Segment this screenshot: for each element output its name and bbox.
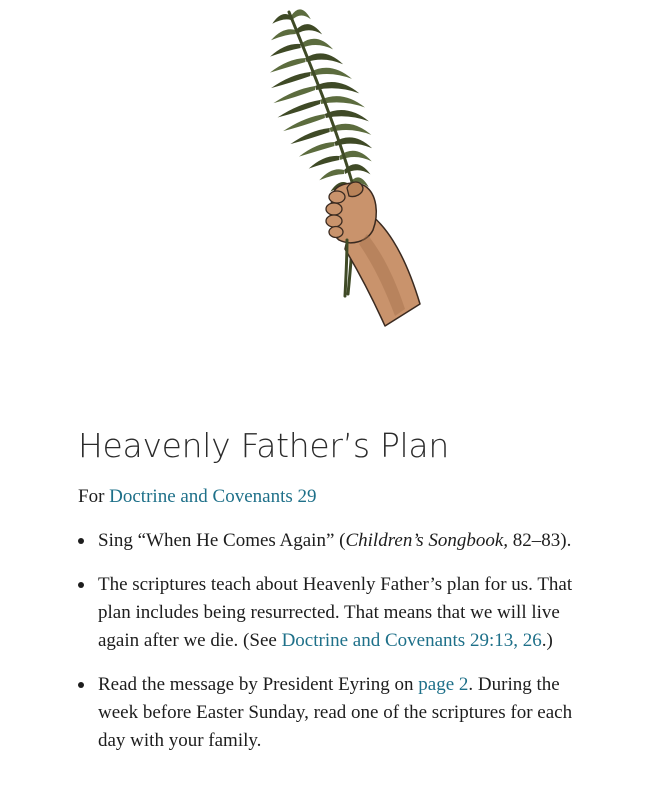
leaflet (271, 29, 296, 40)
palm-branch-hand-icon (255, 4, 435, 334)
leaflet (273, 86, 315, 103)
leaflet (283, 114, 325, 131)
reference-link[interactable]: Doctrine and Covenants 29 (109, 486, 317, 507)
scripture-link[interactable]: Doctrine and Covenants 29:13, 26 (281, 630, 542, 651)
leaflet (290, 128, 329, 144)
list-item (98, 571, 598, 655)
activity-text: 82–83). (508, 530, 572, 551)
activity-text: . During the week before Easter Sunday, read one of the scriptures for each day with your family. (98, 674, 573, 751)
leaflet (306, 53, 344, 64)
leaflet (271, 72, 310, 88)
scripture-reference (78, 485, 317, 509)
songbook-title: Children’s Songbook, (345, 530, 509, 551)
reference-prefix: For (78, 486, 105, 507)
leaflet (296, 24, 322, 34)
leaflet (301, 39, 333, 50)
activity-text: The scriptures teach about Heavenly Father’s plan for us. That plan includes being resurrected. That means that we will live again after we die. (See (98, 574, 573, 651)
page-title: Heavenly Father’s Plan (78, 426, 449, 465)
leaflet (278, 100, 321, 118)
leaflet (270, 44, 301, 57)
activity-text: Sing “When He Comes Again” ( (98, 530, 346, 551)
bullet-icon (78, 538, 84, 544)
list-item (98, 527, 598, 555)
leaflet (270, 58, 306, 73)
leaflet (319, 169, 344, 180)
list-item (98, 671, 598, 755)
bullet-icon (78, 582, 84, 588)
bullet-icon (78, 682, 84, 688)
activity-text: Read the message by President Eyring on (98, 674, 419, 695)
activity-list (98, 527, 598, 771)
activity-text: .) (541, 630, 553, 651)
page-link[interactable]: page 2 (418, 674, 469, 695)
leaflet (291, 9, 311, 20)
leaflet (309, 156, 340, 169)
leaflet (299, 142, 335, 157)
palm-leaves (270, 9, 372, 191)
leaflet (272, 14, 291, 24)
